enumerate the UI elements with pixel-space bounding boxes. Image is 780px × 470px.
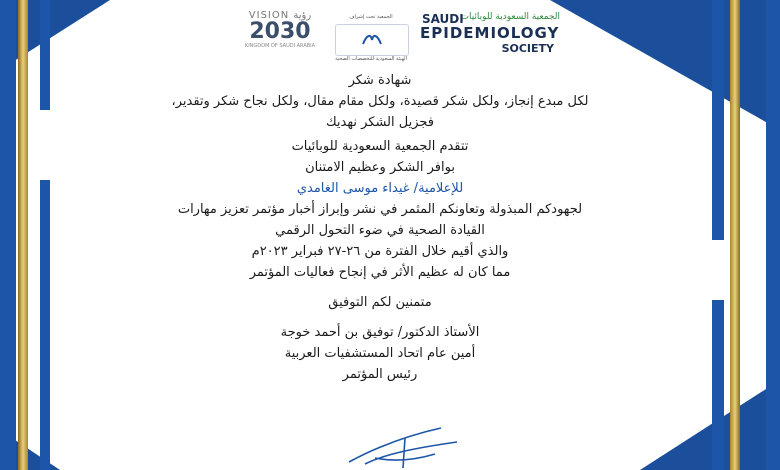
text-line-5: لجهودكم المبذولة وتعاونكم المثمر في نشر وإبراز أخبار مؤتمر تعزيز مهارات bbox=[177, 202, 583, 217]
wish-line: متمنين لكم التوفيق bbox=[328, 295, 432, 310]
left-gold-stripe bbox=[18, 0, 28, 470]
epi-arabic: الجمعية السعودية للوبائيات bbox=[460, 12, 560, 22]
right-blue-stripe-outer bbox=[766, 0, 780, 470]
right-gold-stripe bbox=[730, 0, 740, 470]
left-blue-stripe bbox=[0, 0, 16, 470]
epi-society: SOCIETY bbox=[501, 42, 554, 55]
vision-2030-logo bbox=[240, 10, 320, 68]
vision-word: VISION رؤية bbox=[248, 10, 312, 21]
corner-decoration-bottom-right bbox=[640, 380, 780, 470]
text-line-4: بوافر الشكر وعظيم الامتنان bbox=[305, 160, 455, 175]
signer-name: الأستاذ الدكتور/ توفيق بن أحمد خوجة bbox=[280, 325, 480, 340]
text-line-6: القيادة الصحية في ضوء التحول الرقمي bbox=[275, 223, 485, 238]
scfhs-icon bbox=[361, 32, 383, 48]
left-blue-stripe-upper bbox=[40, 0, 50, 110]
left-blue-stripe-lower bbox=[40, 180, 50, 470]
certificate-body bbox=[90, 70, 670, 385]
text-line-8: مما كان له عظيم الأثر في إنجاح فعاليات المؤتمر bbox=[249, 265, 511, 280]
text-line-7: والذي أقيم خلال الفترة من ٢٦-٢٧ فبراير ٢٠٢٣م bbox=[251, 244, 509, 259]
right-blue-stripe-lower bbox=[712, 300, 724, 470]
text-line-2: فجزيل الشكر نهديك bbox=[325, 115, 435, 130]
scfhs-caption: الهيئة السعودية للتخصصات الصحية bbox=[335, 56, 407, 62]
signer-role-2: رئيس المؤتمر bbox=[342, 367, 418, 382]
signature bbox=[345, 418, 465, 470]
recipient-name: للإعلامية/ غيداء موسى الغامدي bbox=[296, 181, 464, 196]
text-line-3: تتقدم الجمعية السعودية للوبائيات bbox=[291, 139, 469, 154]
scfhs-box bbox=[335, 24, 409, 56]
epi-saudi: SAUDI bbox=[422, 12, 464, 26]
epi-main: EPIDEMIOLOGY bbox=[420, 24, 560, 42]
scfhs-logo bbox=[335, 14, 407, 62]
vision-year: 2030 bbox=[249, 19, 311, 44]
corner-decoration-top-left bbox=[0, 0, 110, 70]
vision-sub: KINGDOM OF SAUDI ARABIA bbox=[244, 43, 316, 49]
certificate-title: شهادة شكر bbox=[348, 73, 412, 88]
right-blue-stripe-upper bbox=[712, 0, 724, 240]
epidemiology-society-logo bbox=[420, 12, 560, 68]
signer-role-1: أمين عام اتحاد المستشفيات العربية bbox=[284, 346, 476, 361]
logo-row bbox=[240, 10, 560, 68]
text-line-1: لكل مبدع إنجاز، ولكل شكر قصيدة، ولكل مقام مقال، ولكل نجاح شكر وتقدير، bbox=[171, 94, 589, 109]
scfhs-heading: الجمعية تحت إشراف bbox=[349, 14, 393, 20]
